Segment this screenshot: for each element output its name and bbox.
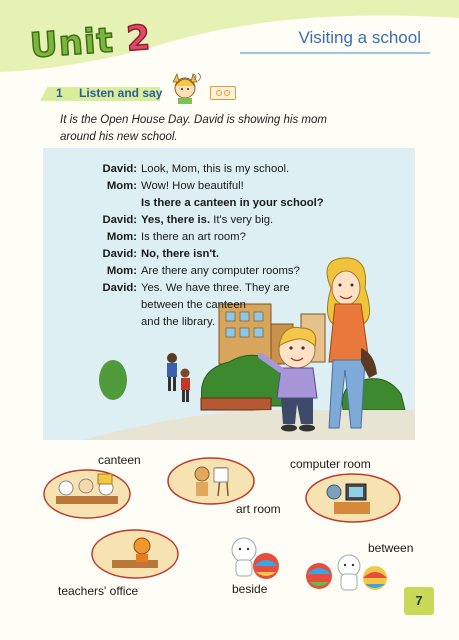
speaker-label: David: [102,282,137,294]
speaker-label: David: [102,163,137,175]
dialogue-line [43,265,415,282]
dialogue-text: It's very big. [210,214,274,226]
dialogue-text: Look, Mom, this is my school. [141,163,290,175]
unit-title [29,18,153,66]
sound-waves-icon [192,72,204,82]
dialogue-line [43,231,415,248]
dialogue-text-bold: No, there isn't. [141,248,220,260]
dialogue-line [43,316,415,333]
beside-picture [226,528,280,582]
dialogue-text: Wow! How beautiful! [141,180,244,192]
speaker-label: Mom: [106,231,137,243]
section-number: 1 [56,86,63,100]
speaker-label: Mom: [106,180,137,192]
vocab-art-room: art room [236,502,281,516]
speaker-label: David: [102,248,137,260]
dialogue-line [43,197,415,214]
intro-text: It is the Open House Day. David is showing his mom around his new school. [60,114,327,143]
heading-rule [240,52,430,54]
page-title: Visiting a school [298,28,421,47]
dialogue-text: and the library. [141,316,215,328]
dialogue-text-bold: Is there a canteen in your school? [141,197,324,209]
art-room-picture [166,456,256,506]
unit-number: 2 [125,17,153,60]
vocab-between: between [368,541,414,555]
cassette-tape-icon[interactable] [210,86,236,100]
computer-room-picture [304,472,402,524]
dialogue-line [43,299,415,316]
unit-word: Unit [28,20,116,67]
section-title: Listen and say [79,86,163,100]
dialogue-text: Are there any computer rooms? [141,265,300,277]
dialogue-text: between the canteen [141,299,246,311]
page-number: 7 [415,593,423,608]
dialogue-text: Yes. We have three. They are [141,282,290,294]
vocab-beside: beside [232,582,268,596]
canteen-picture [42,468,132,520]
speaker-label: David: [102,214,137,226]
vocab-teachers-office: teachers' office [58,584,139,598]
dialogue-line [43,282,415,299]
dialogue-line [43,214,415,231]
speaker-label: Mom: [106,265,137,277]
vocab-canteen: canteen [98,453,141,467]
teachers-office-picture [90,528,180,580]
dialogue-line [43,248,415,265]
dialogue-line [43,180,415,197]
vocab-computer-room: computer room [290,457,371,471]
dialogue-line [43,163,415,180]
dialogue-text-bold: Yes, there is. [141,214,211,226]
dialogue-text: Is there an art room? [141,231,246,243]
